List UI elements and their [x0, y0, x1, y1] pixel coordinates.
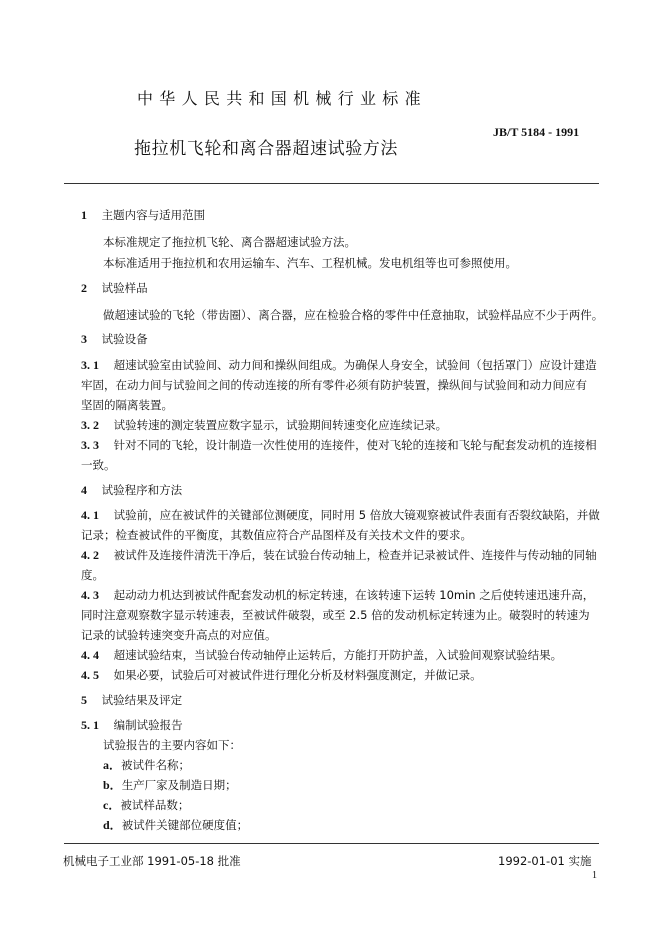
clause-line: 4. 3 起动动力机达到被试件配套发动机的标定转速，在该转速下运转 10min 之后使转速迅速升高，	[81, 588, 595, 602]
section-heading: 1 主题内容与适用范围	[81, 208, 206, 222]
footer-divider	[64, 843, 599, 844]
section-heading: 5 试验结果及评定	[81, 693, 183, 707]
section-heading: 4 试验程序和方法	[81, 483, 183, 497]
clause-line: 4. 5 如果必要，试验后可对被试件进行理化分析及材料强度测定，并做记录。	[81, 668, 482, 682]
list-item: b．生产厂家及制造日期；	[103, 778, 237, 792]
clause-line: 3. 2 试验转速的测定装置应数字显示，试验期间转速变化应连续记录。	[81, 418, 448, 432]
paragraph-line: 坚固的隔离装置。	[81, 398, 173, 412]
paragraph-line: 做超速试验的飞轮（带齿圈）、离合器，应在检验合格的零件中任意抽取，试验样品应不少于两件。	[103, 308, 604, 322]
standard-number: JB/T 5184 - 1991	[493, 125, 580, 139]
standard-org-heading: 中华人民共和国机械行业标准	[137, 89, 427, 108]
clause-line: 3. 1 超速试验室由试验间、动力间和操纵间组成。为确保人身安全，试验间（包括罩门）应设计建造	[81, 358, 597, 372]
list-item: c．被试样品数；	[103, 798, 190, 812]
list-item: a．被试件名称；	[103, 758, 191, 772]
clause-line: 5. 1 编制试验报告	[81, 718, 183, 732]
clause-line: 4. 1 试验前，应在被试件的关键部位测硬度，同时用 5 倍放大镜观察被试件表面有否裂纹缺陷，并做	[81, 508, 600, 522]
paragraph-line: 试验报告的主要内容如下：	[103, 738, 241, 752]
clause-line: 4. 2 被试件及连接件清洗干净后，装在试验台传动轴上，检查并记录被试件、连接件与传动轴的同轴	[81, 548, 597, 562]
paragraph-line: 度。	[81, 568, 104, 582]
list-item: d．被试件关键部位硬度值；	[103, 818, 249, 832]
clause-line: 3. 3 针对不同的飞轮，设计制造一次性使用的连接件，使对飞轮的连接和飞轮与配套发动机的连接相	[81, 438, 597, 452]
paragraph-line: 记录的试验转速突变升高点的对应值。	[81, 628, 277, 642]
paragraph-line: 本标准适用于拖拉机和农用运输车、汽车、工程机械。发电机组等也可参照使用。	[103, 256, 517, 270]
paragraph-line: 一致。	[81, 458, 116, 472]
section-heading: 2 试验样品	[81, 281, 148, 295]
paragraph-line: 牢固，在动力间与试验间之间的传动连接的所有零件必须有防护装置，操纵间与试验间和动力间应有	[81, 378, 587, 392]
approval-date: 机械电子工业部 1991-05-18 批准	[63, 854, 241, 868]
section-heading: 3 试验设备	[81, 332, 148, 346]
clause-line: 4. 4 超速试验结束，当试验台传动轴停止运转后，方能打开防护盖，入试验间观察试验结果。	[81, 648, 563, 662]
paragraph-line: 记录；检查被试件的平衡度，其数值应符合产品图样及有关技术文件的要求。	[81, 528, 472, 542]
document-title: 拖拉机飞轮和离合器超速试验方法	[134, 139, 398, 159]
effective-date: 1992-01-01 实施	[498, 854, 592, 868]
paragraph-line: 本标准规定了拖拉机飞轮、离合器超速试验方法。	[103, 235, 356, 249]
page-number: 1	[592, 870, 597, 881]
paragraph-line: 同时注意观察数字显示转速表，至被试件破裂，或至 2.5 倍的发动机标定转速为止。破裂时的转速为	[81, 608, 590, 622]
header-divider	[64, 183, 599, 184]
